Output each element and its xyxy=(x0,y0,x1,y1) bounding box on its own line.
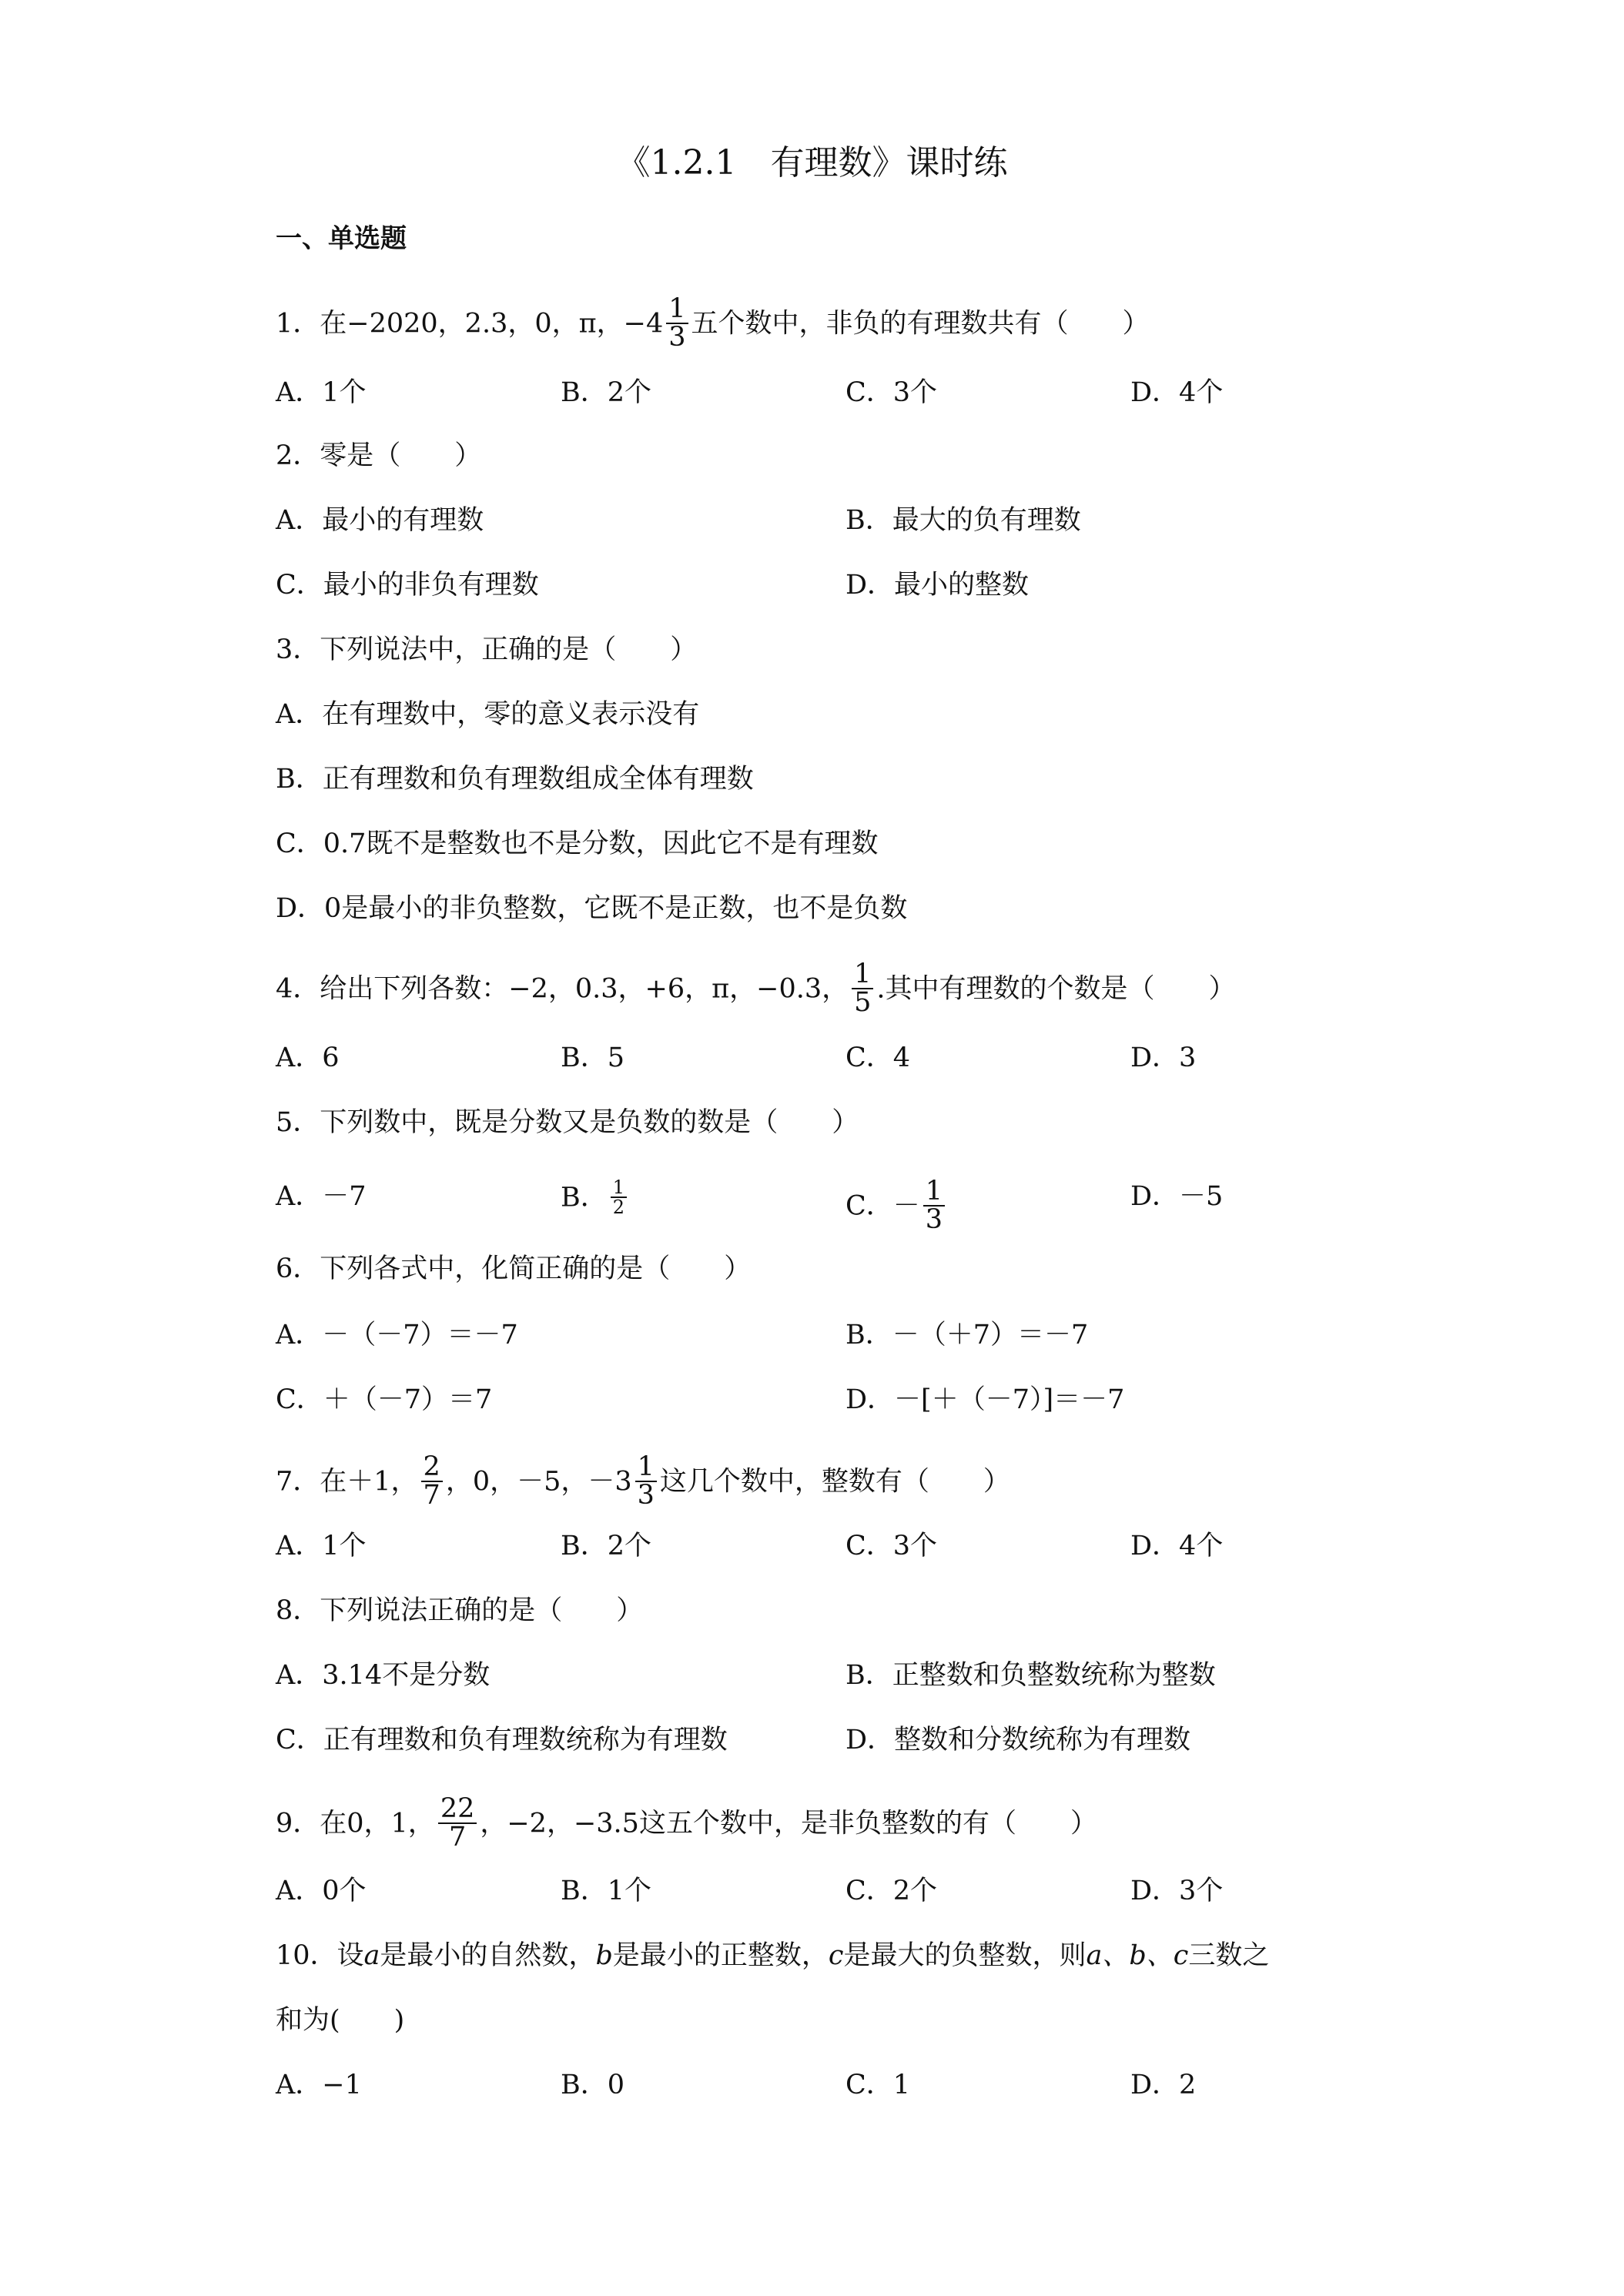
question-2-option-a: A．最小的有理数 xyxy=(276,505,484,536)
question-9-stem: 9．在0，1， $\frac{22}{7}$ ，−2，−3.5这五个数中，是非负整数的有（ ） xyxy=(276,1793,1097,1853)
question-7-option-d: D．4个 xyxy=(1130,1531,1224,1561)
question-9-option-d: D．3个 xyxy=(1130,1876,1224,1906)
question-8-option-a: A．3.14不是分数 xyxy=(276,1660,491,1691)
question-9-option-a: A．0个 xyxy=(276,1876,367,1906)
question-2-option-b: B．最大的负有理数 xyxy=(845,505,1081,536)
fraction: $\frac{1}{5}$ xyxy=(852,961,873,1016)
question-3-stem: 3．下列说法中，正确的是（ ） xyxy=(276,634,698,665)
question-7-option-c: C．3个 xyxy=(845,1531,938,1561)
question-1-option-c: C．3个 xyxy=(845,377,938,408)
question-4-option-a: A．6 xyxy=(276,1043,340,1073)
question-4-stem: 4．给出下列各数：−2，0.3，+6，π，−0.3， $\frac{1}{5}$ .其中有理数的个数是（ ） xyxy=(276,959,1236,1018)
question-8-option-d: D．整数和分数统称为有理数 xyxy=(845,1725,1191,1755)
fraction: $\frac{1}{2}$ xyxy=(611,1178,627,1217)
question-3-option-c: C．0.7既不是整数也不是分数，因此它不是有理数 xyxy=(276,828,879,859)
question-1-option-a: A．1个 xyxy=(276,377,367,408)
page-title: 《1.2.1 有理数》课时练 xyxy=(616,143,1008,182)
question-6-stem: 6．下列各式中，化简正确的是（ ） xyxy=(276,1253,752,1284)
question-5-option-a: A．－7 xyxy=(276,1181,367,1212)
section-heading: 一、单选题 xyxy=(276,223,407,254)
question-5-option-c: C．－ $\frac{1}{3}$ xyxy=(845,1180,948,1235)
question-10-option-a: A．−1 xyxy=(276,2070,362,2100)
question-2-option-c: C．最小的非负有理数 xyxy=(276,570,539,601)
question-3-option-d: D．0是最小的非负整数，它既不是正数，也不是负数 xyxy=(276,893,908,924)
fraction: $\frac{2}{7}$ xyxy=(421,1454,443,1509)
question-6-option-a: A．－（－7）＝－7 xyxy=(276,1320,518,1350)
question-2-stem: 2．零是（ ） xyxy=(276,440,482,471)
question-5-option-d: D．－5 xyxy=(1130,1181,1224,1212)
question-1-option-d: D．4个 xyxy=(1130,377,1224,408)
question-5-stem: 5．下列数中，既是分数又是负数的数是（ ） xyxy=(276,1107,859,1138)
question-9-option-c: C．2个 xyxy=(845,1876,938,1906)
question-4-option-c: C．4 xyxy=(845,1043,911,1073)
question-7-stem: 7．在＋1， $\frac{2}{7}$ ，0，－5，－3 $\frac{1}{3}$ 这几个数中，整数有（ ） xyxy=(276,1451,1010,1511)
question-8-option-c: C．正有理数和负有理数统称为有理数 xyxy=(276,1725,728,1755)
fraction: $\frac{22}{7}$ xyxy=(438,1796,477,1851)
question-3-option-a: A．在有理数中，零的意义表示没有 xyxy=(276,699,700,730)
question-3-option-b: B．正有理数和负有理数组成全体有理数 xyxy=(276,764,754,795)
question-10-option-c: C．1 xyxy=(845,2070,911,2100)
question-6-option-b: B．－（＋7）＝－7 xyxy=(845,1320,1089,1350)
question-10-stem-line-2: 和为( ) xyxy=(276,2005,405,2036)
question-9-option-b: B．1个 xyxy=(561,1876,651,1906)
question-8-stem: 8．下列说法正确的是（ ） xyxy=(276,1595,644,1626)
question-6-option-d: D．－[＋（－7）]＝－7 xyxy=(845,1384,1125,1415)
question-7-option-b: B．2个 xyxy=(561,1531,651,1561)
question-2-option-d: D．最小的整数 xyxy=(845,570,1030,601)
fraction: $\frac{1}{3}$ xyxy=(923,1178,945,1233)
question-4-option-b: B．5 xyxy=(561,1043,624,1073)
question-10-option-d: D．2 xyxy=(1130,2070,1197,2100)
question-5-option-b: B． $\frac{1}{2}$ xyxy=(561,1180,630,1218)
question-6-option-c: C．＋（－7）＝7 xyxy=(276,1384,493,1415)
fraction: $\frac{1}{3}$ xyxy=(635,1454,657,1509)
question-10-option-b: B．0 xyxy=(561,2070,624,2100)
question-4-option-d: D．3 xyxy=(1130,1043,1197,1073)
question-8-option-b: B．正整数和负整数统称为整数 xyxy=(845,1660,1216,1691)
question-10-stem-line-1: 10．设a是最小的自然数，b是最小的正整数，c是最大的负整数，则a、b、c三数之 xyxy=(276,1940,1270,1971)
question-1-stem: 1．在−2020，2.3，0，π，−4 $\frac{1}{3}$ 五个数中，非负的有理数共有（ ） xyxy=(276,293,1150,353)
fraction: $\frac{1}{3}$ xyxy=(666,296,688,351)
question-7-option-a: A．1个 xyxy=(276,1531,367,1561)
question-1-option-b: B．2个 xyxy=(561,377,651,408)
